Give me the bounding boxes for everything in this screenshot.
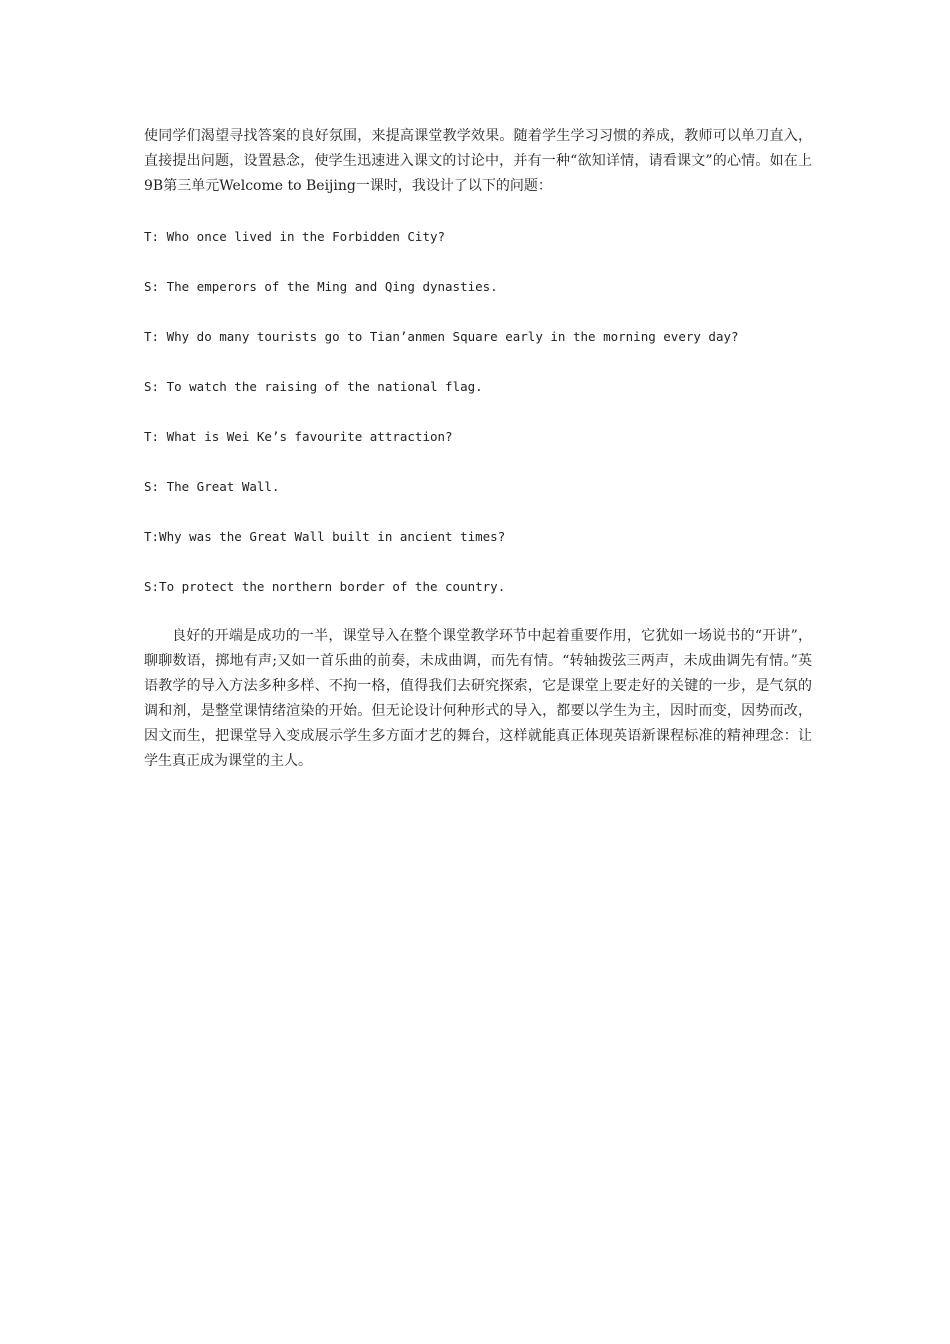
document-page [144,124,812,774]
dialogue-line-teacher-2: T: Why do many tourists go to Tian’anmen Square early in the morning every day? [144,329,739,344]
dialogue-line-student-4: S:To protect the northern border of the country. [144,579,506,594]
dialogue-line-student-2: S: To watch the raising of the national flag. [144,379,483,394]
dialogue-line-teacher-4: T:Why was the Great Wall built in ancient times? [144,529,506,544]
dialogue-line-teacher-1: T: Who once lived in the Forbidden City? [144,229,446,244]
dialogue-line-student-1: S: The emperors of the Ming and Qing dynasties. [144,279,498,294]
dialogue-list [144,224,812,599]
dialogue-line-teacher-3: T: What is Wei Ke’s favourite attraction? [144,429,453,444]
paragraph-gap [144,599,812,624]
closing-paragraph: 良好的开端是成功的一半，课堂导入在整个课堂教学环节中起着重要作用，它犹如一场说书的“开讲”，聊聊数语，掷地有声;又如一首乐曲的前奏，未成曲调，而先有情。“转轴拨弦三两声，未成曲调先有情。”英语教学的导入方法多种多样、不拘一格，值得我们去研究探索，它是课堂上要走好的关键的一步，是气氛的调和剂，是整堂课情绪渲染的开始。但无论设计何种形式的导入，都要以学生为主，因时而变，因势而改，因文而生，把课堂导入变成展示学生多方面才艺的舞台，这样就能真正体现英语新课程标准的精神理念：让学生真正成为课堂的主人。 [144,628,812,769]
dialogue-line-student-3: S: The Great Wall. [144,479,280,494]
intro-paragraph: 使同学们渴望寻找答案的良好氛围，来提高课堂教学效果。随着学生学习习惯的养成，教师可以单刀直入，直接提出问题，设置悬念，使学生迅速进入课文的讨论中，并有一种“欲知详情，请看课文”的心情。如在上9B第三单元Welcome to Beijing一课时，我设计了以下的问题： [144,128,812,194]
